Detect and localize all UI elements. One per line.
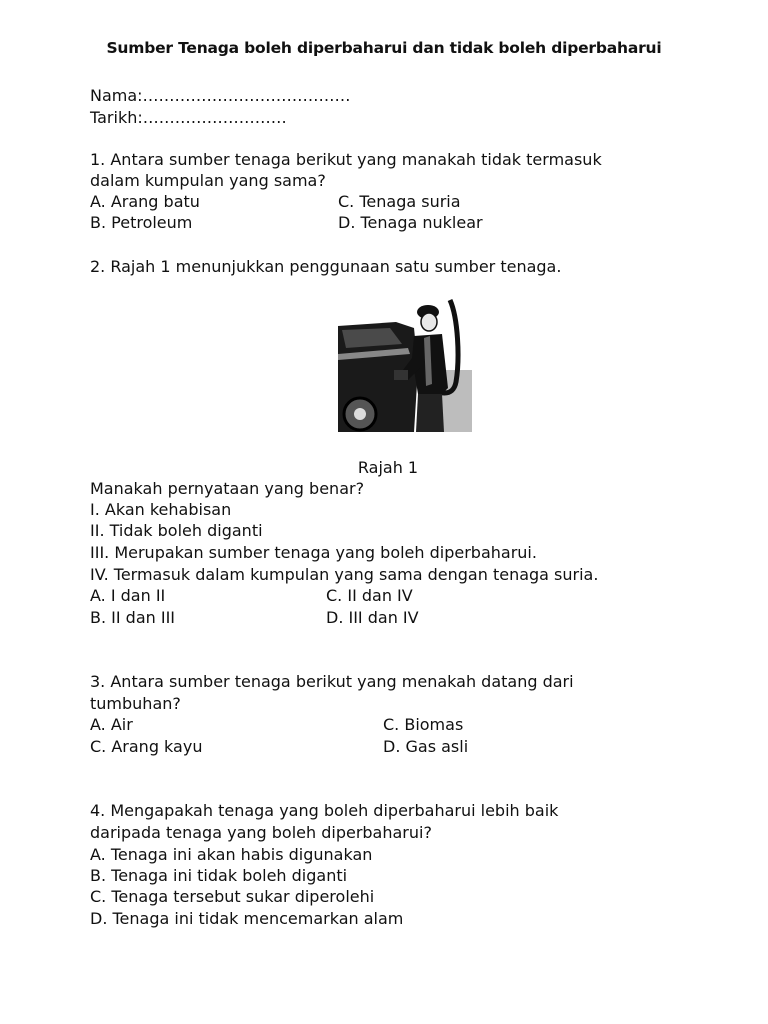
question-2-text: 2. Rajah 1 menunjukkan penggunaan satu sumber tenaga. (90, 257, 562, 276)
question-3-option-a: A. Air (90, 715, 133, 734)
question-1-option-b: B. Petroleum (90, 213, 193, 232)
question-1-option-d: D. Tenaga nuklear (338, 213, 483, 232)
question-2-prompt: Manakah pernyataan yang benar? (90, 479, 365, 498)
question-2-option-a: A. I dan II (90, 586, 166, 605)
question-1-text: 1. Antara sumber tenaga berikut yang manakah tidak termasuk (90, 150, 602, 169)
question-4-option-d: D. Tenaga ini tidak mencemarkan alam (90, 909, 404, 928)
question-4-text-cont: daripada tenaga yang boleh diperbaharui? (90, 823, 432, 842)
fuel-pump-drawing (338, 298, 472, 432)
question-3-option-d: D. Gas asli (383, 737, 469, 756)
statement-4: IV. Termasuk dalam kumpulan yang sama dengan tenaga suria. (90, 565, 599, 584)
statement-1: I. Akan kehabisan (90, 500, 232, 519)
question-3-option-c: C. Biomas (383, 715, 464, 734)
question-2-option-c: C. II dan IV (326, 586, 413, 605)
question-3-text-cont: tumbuhan? (90, 694, 181, 713)
car-hubcap (354, 408, 366, 420)
question-3-option-b: C. Arang kayu (90, 737, 203, 756)
question-4-option-a: A. Tenaga ini akan habis digunakan (90, 845, 373, 864)
figure-caption: Rajah 1 (357, 458, 419, 477)
question-2-option-d: D. III dan IV (326, 608, 419, 627)
date-field: Tarikh:……………………… (90, 108, 287, 127)
fuel-pump-illustration (338, 298, 472, 432)
attendant-legs (416, 394, 444, 432)
question-2-option-b: B. II dan III (90, 608, 176, 627)
fuel-nozzle (394, 370, 408, 380)
question-4-option-c: C. Tenaga tersebut sukar diperolehi (90, 887, 375, 906)
name-field: Nama:………………………………… (90, 86, 351, 105)
statement-2: II. Tidak boleh diganti (90, 521, 263, 540)
question-3-text: 3. Antara sumber tenaga berikut yang menakah datang dari (90, 672, 574, 691)
question-1-text-cont: dalam kumpulan yang sama? (90, 171, 326, 190)
statement-3: III. Merupakan sumber tenaga yang boleh diperbaharui. (90, 543, 537, 562)
attendant-head (421, 313, 437, 331)
worksheet-title: Sumber Tenaga boleh diperbaharui dan tidak boleh diperbaharui (106, 39, 662, 57)
question-1-option-c: C. Tenaga suria (338, 192, 461, 211)
question-1-option-a: A. Arang batu (90, 192, 200, 211)
question-4-option-b: B. Tenaga ini tidak boleh diganti (90, 866, 348, 885)
question-4-text: 4. Mengapakah tenaga yang boleh diperbaharui lebih baik (90, 801, 559, 820)
